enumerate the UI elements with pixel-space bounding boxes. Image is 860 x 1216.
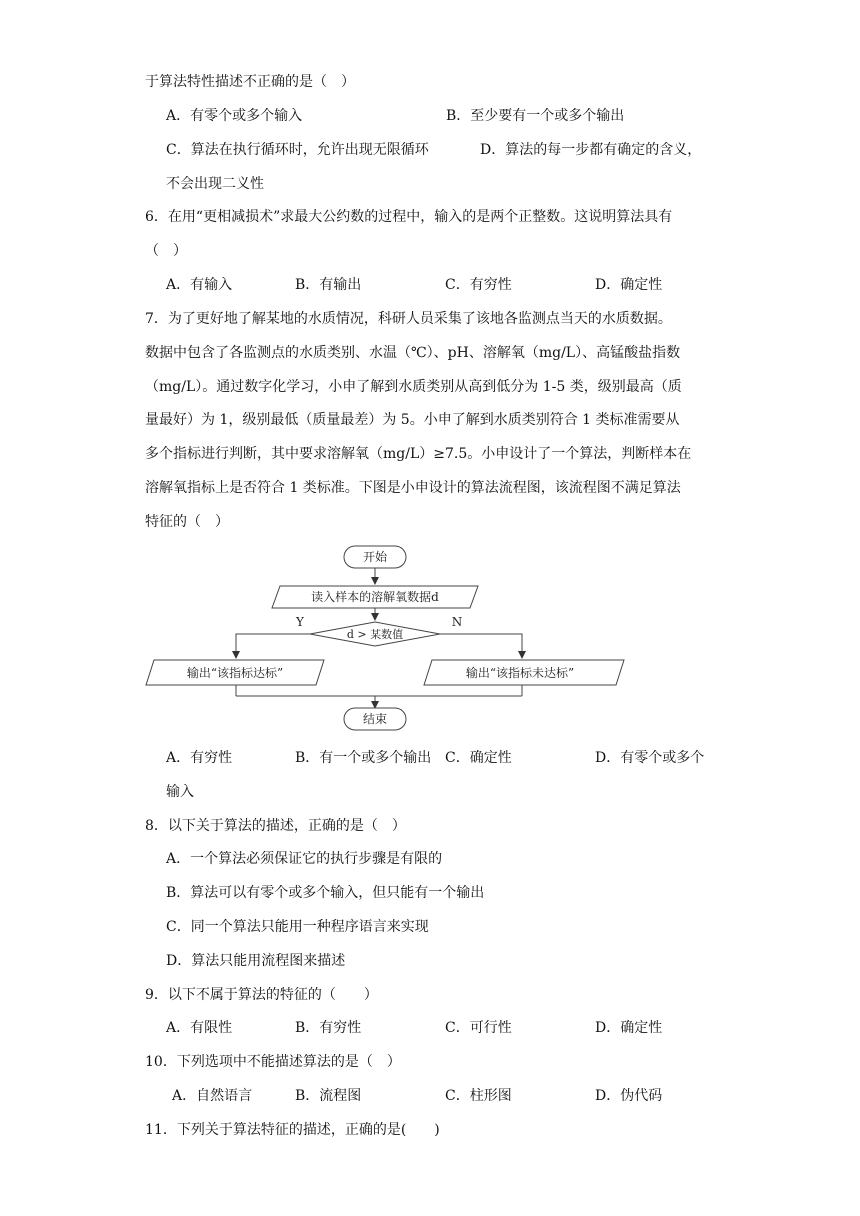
q7-stem-line6: 溶解氧指标上是否符合 1 类标准。下图是小申设计的算法流程图，该流程图不满足算法	[145, 480, 681, 496]
q6-option-c: C．有穷性	[445, 277, 512, 293]
q7-option-b: B．有一个或多个输出	[295, 750, 432, 766]
flow-input-label: 读入样本的溶解氧数据d	[311, 590, 439, 604]
q7-option-c: C．确定性	[445, 750, 512, 766]
flow-output-yes-label: 输出“该指标达标”	[186, 666, 284, 680]
q9-option-c: C．可行性	[445, 1020, 512, 1036]
flow-yes-connector	[236, 634, 310, 658]
flow-output-no-label: 输出“该指标未达标”	[465, 666, 575, 680]
q7-stem-line2: 数据中包含了各监测点的水质类别、水温（℃）、pH、溶解氧（mg/L）、高锰酸盐指数	[145, 345, 681, 361]
q5-stem-tail: 于算法特性描述不正确的是（ ）	[145, 74, 355, 90]
q8-option-b: B．算法可以有零个或多个输入，但只能有一个输出	[166, 885, 485, 901]
q7-option-d-continued: 输入	[166, 784, 194, 800]
q6-option-a: A．有输入	[166, 277, 233, 293]
q11-stem: 11．下列关于算法特征的描述，正确的是( )	[145, 1122, 440, 1138]
q7-stem-line5: 多个指标进行判断，其中要求溶解氧（mg/L）≥7.5。小申设计了一个算法，判断样本在	[145, 446, 692, 462]
q7-stem-line1: 7．为了更好地了解某地的水质情况，科研人员采集了该地各监测点当天的水质数据。	[145, 311, 672, 327]
q9-option-a: A．有限性	[166, 1020, 233, 1036]
q8-option-c: C．同一个算法只能用一种程序语言来实现	[166, 919, 429, 935]
flow-no-label: N	[451, 615, 463, 629]
q5-option-d: D．算法的每一步都有确定的含义，	[480, 142, 702, 158]
q7-option-a: A．有穷性	[166, 750, 233, 766]
flow-end-label: 结束	[362, 712, 388, 726]
q6-stem-line2: （ ）	[145, 243, 187, 259]
q6-option-d: D．确定性	[595, 277, 663, 293]
q10-option-b: B．流程图	[295, 1088, 362, 1104]
q10-option-c: C．柱形图	[445, 1088, 512, 1104]
q7-stem-line7: 特征的（ ）	[145, 514, 229, 530]
q8-option-d: D．算法只能用流程图来描述	[166, 953, 346, 969]
q5-option-d-continued: 不会出现二义性	[166, 176, 264, 192]
q10-option-d: D．伪代码	[595, 1088, 663, 1104]
q8-option-a: A．一个算法必须保证它的执行步骤是有限的	[166, 851, 443, 867]
q9-stem: 9．以下不属于算法的特征的（ ）	[145, 987, 378, 1003]
q7-stem-line4: 量最好）为 1，级别最低（质量最差）为 5。小申了解到水质类别符合 1 类标准需要从	[145, 412, 680, 428]
algorithm-flowchart	[0, 540, 860, 740]
q6-stem-line1: 6．在用“更相减损术”求最大公约数的过程中，输入的是两个正整数。这说明算法具有	[145, 209, 673, 225]
flow-start-label: 开始	[362, 550, 388, 564]
flow-decision-label: d > 某数值	[346, 628, 404, 641]
q6-option-b: B．有输出	[295, 277, 362, 293]
q10-stem: 10．下列选项中不能描述算法的是（ ）	[145, 1054, 401, 1070]
q8-stem: 8．以下关于算法的描述，正确的是（ ）	[145, 818, 406, 834]
q5-option-a: A．有零个或多个输入	[166, 108, 303, 124]
q5-option-b: B．至少要有一个或多个输出	[446, 108, 625, 124]
q7-stem-line3: （mg/L）。通过数字化学习，小申了解到水质类别从高到低分为 1-5 类，级别最高（质	[145, 379, 682, 395]
q5-option-c: C．算法在执行循环时，允许出现无限循环	[166, 142, 429, 158]
q9-option-d: D．确定性	[595, 1020, 663, 1036]
q9-option-b: B．有穷性	[295, 1020, 362, 1036]
flow-no-connector	[440, 634, 522, 658]
q7-option-d: D．有零个或多个	[595, 750, 705, 766]
q10-option-a: A．自然语言	[172, 1088, 253, 1104]
flow-yes-label: Y	[296, 615, 304, 629]
